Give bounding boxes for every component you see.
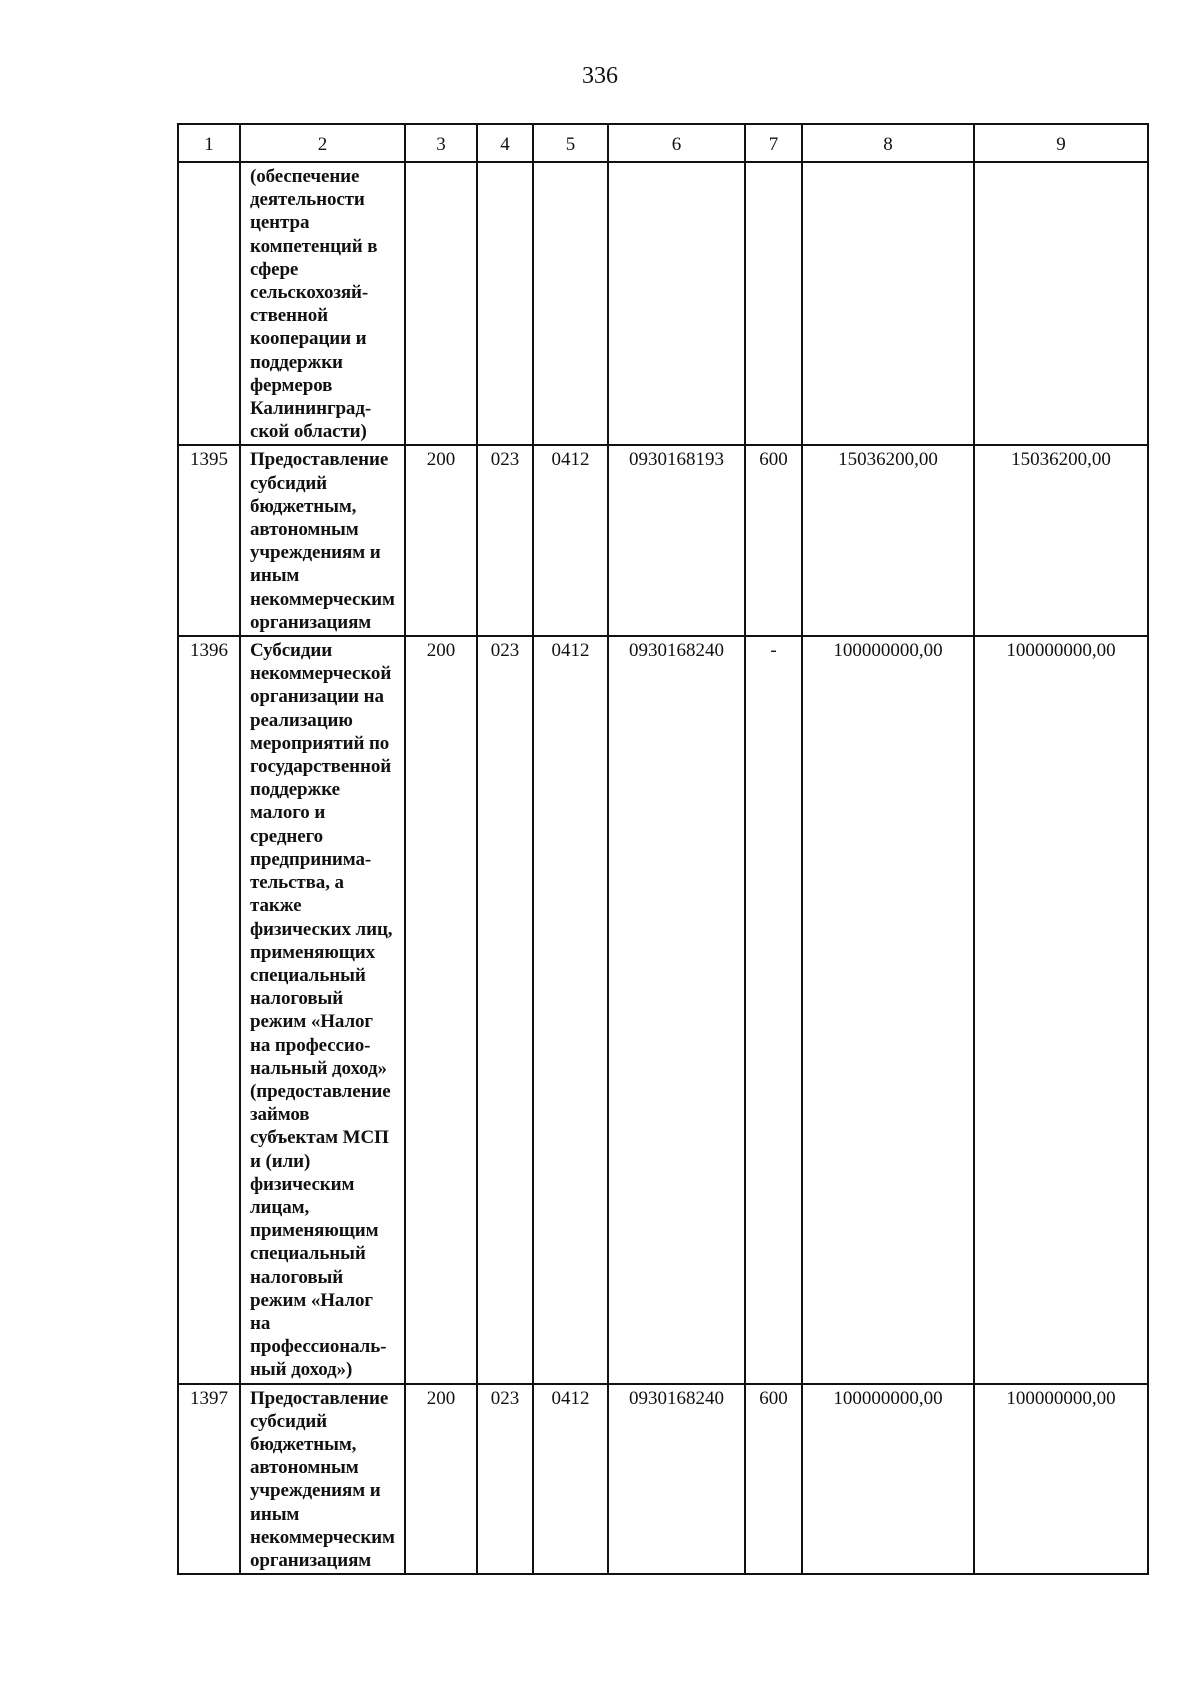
amount-cell: 15036200,00 xyxy=(974,445,1148,636)
row-description xyxy=(240,636,405,1384)
row-description xyxy=(240,162,405,445)
description-line: центра xyxy=(250,212,310,234)
description-line: профессиональ- xyxy=(250,1336,387,1358)
table-row xyxy=(178,162,1148,445)
description-line: и (или) xyxy=(250,1150,311,1172)
table-row xyxy=(178,445,1148,636)
description-line: на профессио- xyxy=(250,1034,371,1056)
description-line: физическим xyxy=(250,1173,355,1195)
amount-cell xyxy=(802,162,974,445)
description-line: ской области) xyxy=(250,421,367,443)
column-header: 7 xyxy=(745,124,802,162)
description-line: применяющих xyxy=(250,941,375,963)
col5-cell: 0412 xyxy=(533,1384,608,1575)
description-line: поддержке xyxy=(250,779,340,801)
row-number: 1396 xyxy=(178,636,240,1384)
page-number: 336 xyxy=(582,63,618,89)
col7-cell: 600 xyxy=(745,1384,802,1575)
col7-cell: 600 xyxy=(745,445,802,636)
description-line: ственной xyxy=(250,305,329,327)
description-line: автономным xyxy=(250,519,359,541)
amount-cell: 100000000,00 xyxy=(802,636,974,1384)
table-row xyxy=(178,636,1148,1384)
description-line: тельства, а xyxy=(250,872,344,894)
description-line: мероприятий по xyxy=(250,732,390,754)
description-line: компетенций в xyxy=(250,235,378,257)
description-line: Калининград- xyxy=(250,398,372,420)
description-line: Предоставление xyxy=(250,1387,389,1409)
description-line: кооперации и xyxy=(250,328,367,350)
row-number: 1395 xyxy=(178,445,240,636)
description-line: режим «Налог xyxy=(250,1289,373,1311)
description-line: применяющим xyxy=(250,1220,379,1242)
description-line: Субсидии xyxy=(250,640,333,662)
description-line: субсидий xyxy=(250,1410,328,1432)
row-description xyxy=(240,1384,405,1575)
description-line: режим «Налог xyxy=(250,1011,373,1033)
description-line: (обеспечение xyxy=(250,166,360,187)
description-line: также xyxy=(250,895,302,917)
description-line: автономным xyxy=(250,1457,359,1479)
description-line: специальный xyxy=(250,964,366,986)
description-line: ный доход») xyxy=(250,1359,353,1381)
row-number xyxy=(178,162,240,445)
description-line: фермеров xyxy=(250,374,333,396)
col7-cell xyxy=(745,162,802,445)
description-line: организациям xyxy=(250,611,372,633)
description-line: реализацию xyxy=(250,709,353,731)
col3-cell xyxy=(405,162,477,445)
code-cell xyxy=(608,162,745,445)
row-description xyxy=(240,445,405,636)
description-line: физических лиц, xyxy=(250,918,393,940)
description-line: малого и xyxy=(250,802,326,824)
amount-cell xyxy=(974,162,1148,445)
description-line: организациям xyxy=(250,1549,372,1571)
description-line: на xyxy=(250,1312,271,1334)
description-line: Предоставление xyxy=(250,449,389,471)
col3-cell: 200 xyxy=(405,636,477,1384)
description-line: налоговый xyxy=(250,1266,344,1288)
description-line: сфере xyxy=(250,258,299,280)
description-line: субъектам МСП xyxy=(250,1127,389,1149)
description-line: предпринима- xyxy=(250,848,372,870)
description-line: специальный xyxy=(250,1243,366,1265)
description-line: (предоставление xyxy=(250,1080,391,1102)
description-line: иным xyxy=(250,565,300,587)
col3-cell: 200 xyxy=(405,445,477,636)
column-header: 6 xyxy=(608,124,745,162)
col4-cell: 023 xyxy=(477,1384,533,1575)
budget-table xyxy=(177,123,1149,1575)
col4-cell: 023 xyxy=(477,636,533,1384)
code-cell: 0930168193 xyxy=(608,445,745,636)
description-line: государственной xyxy=(250,756,392,778)
col5-cell: 0412 xyxy=(533,445,608,636)
column-header: 5 xyxy=(533,124,608,162)
amount-cell: 100000000,00 xyxy=(802,1384,974,1575)
description-line: бюджетным, xyxy=(250,1433,357,1455)
col5-cell: 0412 xyxy=(533,636,608,1384)
description-line: поддержки xyxy=(250,351,343,373)
description-line: деятельности xyxy=(250,189,365,211)
description-line: лицам, xyxy=(250,1196,310,1218)
col4-cell xyxy=(477,162,533,445)
column-header: 1 xyxy=(178,124,240,162)
description-line: организации на xyxy=(250,686,384,708)
description-line: среднего xyxy=(250,825,324,847)
description-line: бюджетным, xyxy=(250,495,357,517)
row-number: 1397 xyxy=(178,1384,240,1575)
description-line: сельскохозяй- xyxy=(250,282,369,304)
description-line: некоммерческой xyxy=(250,663,392,685)
code-cell: 0930168240 xyxy=(608,636,745,1384)
column-header: 9 xyxy=(974,124,1148,162)
table-row xyxy=(178,1384,1148,1575)
column-header: 8 xyxy=(802,124,974,162)
column-header: 2 xyxy=(240,124,405,162)
code-cell: 0930168240 xyxy=(608,1384,745,1575)
description-line: учреждениям и xyxy=(250,1480,381,1502)
description-line: займов xyxy=(250,1104,310,1126)
column-header: 3 xyxy=(405,124,477,162)
amount-cell: 15036200,00 xyxy=(802,445,974,636)
amount-cell: 100000000,00 xyxy=(974,1384,1148,1575)
description-line: субсидий xyxy=(250,472,328,494)
col7-cell: - xyxy=(745,636,802,1384)
description-line: нальный доход» xyxy=(250,1057,387,1079)
description-line: налоговый xyxy=(250,988,344,1010)
description-line: иным xyxy=(250,1503,300,1525)
col4-cell: 023 xyxy=(477,445,533,636)
amount-cell: 100000000,00 xyxy=(974,636,1148,1384)
description-line: учреждениям и xyxy=(250,542,381,564)
description-line: некоммерческим xyxy=(250,1526,395,1548)
header-row xyxy=(178,124,1148,162)
column-header: 4 xyxy=(477,124,533,162)
description-line: некоммерческим xyxy=(250,588,395,610)
col5-cell xyxy=(533,162,608,445)
col3-cell: 200 xyxy=(405,1384,477,1575)
